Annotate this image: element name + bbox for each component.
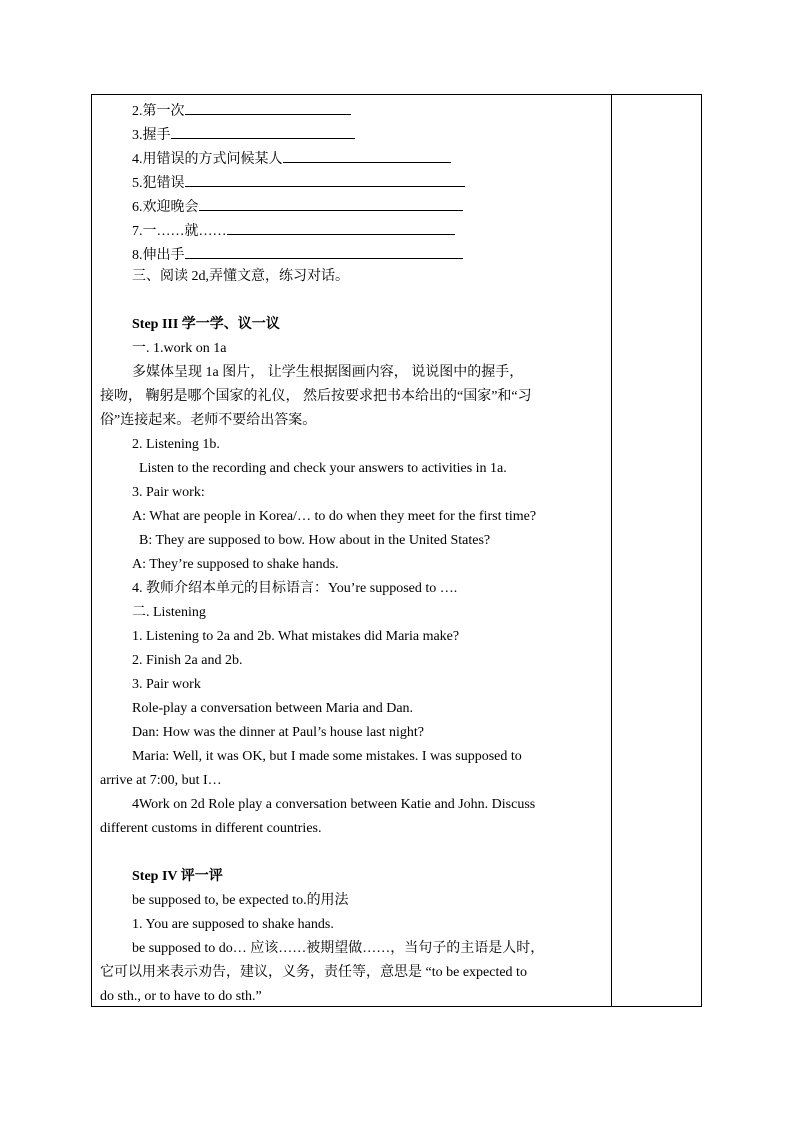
step3-line: Listen to the recording and check your answers to activities in 1a. [139, 461, 507, 476]
step-four-heading: Step IV 评一评 [132, 869, 223, 884]
answer-blank[interactable] [185, 172, 465, 187]
answer-blank[interactable] [283, 148, 451, 163]
step3-line: arrive at 7:00, but I… [100, 773, 222, 788]
step4-line: 1. You are supposed to shake hands. [132, 917, 334, 932]
step3-line: 4. 教师介绍本单元的目标语言：You’re supposed to …. [132, 581, 458, 596]
step3-line: Role-play a conversation between Maria and Dan. [132, 701, 414, 716]
lesson-table [91, 94, 702, 1007]
vocab-item-5: 5.犯错误 [132, 172, 465, 193]
vocab-item-3: 3.握手 [132, 124, 355, 145]
answer-blank[interactable] [171, 124, 355, 139]
step4-line: be supposed to do… 应该……被期望做……，当句子的主语是人时， [132, 941, 545, 956]
step3-line: A: They’re supposed to shake hands. [132, 557, 339, 572]
step3-line: 3. Pair work [132, 677, 201, 692]
step3-line: Maria: Well, it was OK, but I made some mistakes. I was supposed to [132, 749, 522, 764]
step3-line: 3. Pair work: [132, 485, 205, 500]
step3-line: B: They are supposed to bow. How about in the United States? [139, 533, 491, 548]
column-divider [611, 95, 612, 1006]
step3-line: 一. 1.work on 1a [132, 341, 227, 356]
vocab-item-2: 2.第一次 [132, 100, 351, 121]
step3-line: 接吻， 鞠躬是哪个国家的礼仪， 然后按要求把书本给出的“国家”和“习 [100, 389, 532, 404]
vocab-item-6: 6.欢迎晚会 [132, 196, 463, 217]
vocab-item-4: 4.用错误的方式问候某人 [132, 148, 451, 169]
answer-blank[interactable] [199, 196, 463, 211]
section-three-instruction: 三、阅读 2d,弄懂文意，练习对话。 [132, 269, 349, 284]
step3-line: 多媒体呈现 1a 图片， 让学生根据图画内容， 说说图中的握手， [132, 365, 524, 380]
content-cell [92, 95, 611, 1006]
step3-line: 二. Listening [132, 605, 206, 620]
step3-line: Dan: How was the dinner at Paul’s house last night? [132, 725, 425, 740]
vocab-item-8: 8.伸出手 [132, 244, 463, 265]
step3-line: different customs in different countries. [100, 821, 322, 836]
step3-line: 俗”连接起来。老师不要给出答案。 [100, 413, 317, 428]
step3-line: 2. Listening 1b. [132, 437, 220, 452]
step3-line: 2. Finish 2a and 2b. [132, 653, 243, 668]
step3-line: 4Work on 2d Role play a conversation between Katie and John. Discuss [132, 797, 536, 812]
step4-line: be supposed to, be expected to.的用法 [132, 893, 349, 908]
answer-blank[interactable] [185, 100, 351, 115]
answer-blank[interactable] [185, 244, 463, 259]
answer-blank[interactable] [227, 220, 455, 235]
step4-line: do sth., or to have to do sth.” [100, 989, 262, 1004]
step3-line: 1. Listening to 2a and 2b. What mistakes did Maria make? [132, 629, 460, 644]
step3-line: A: What are people in Korea/… to do when they meet for the first time? [132, 509, 537, 524]
step4-line: 它可以用来表示劝告，建议，义务，责任等，意思是 “to be expected to [100, 965, 527, 980]
vocab-item-7: 7.一……就…… [132, 220, 455, 241]
step-three-heading: Step III 学一学、议一议 [132, 317, 280, 332]
